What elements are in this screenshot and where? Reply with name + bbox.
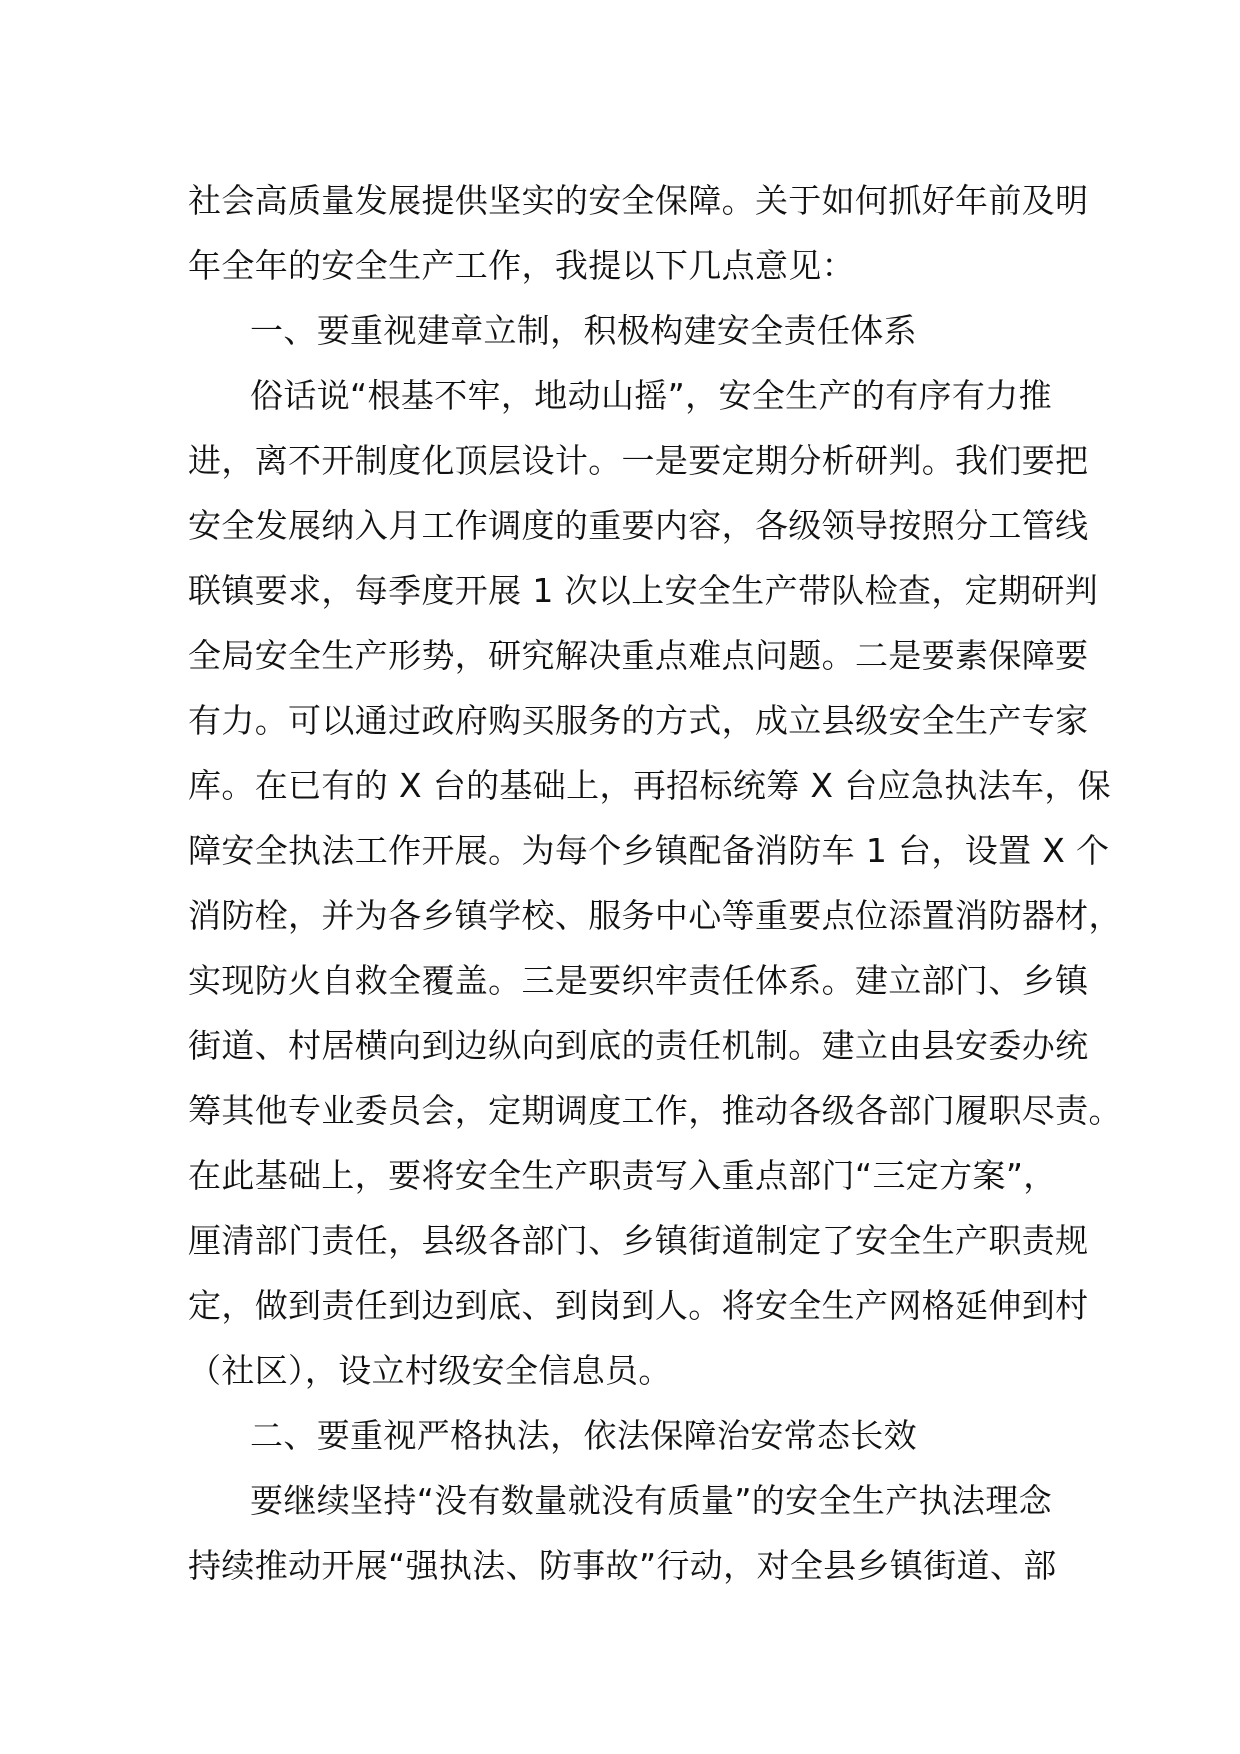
text-line: 社会高质量发展提供坚实的安全保障。关于如何抓好年前及明 [188, 181, 1089, 220]
text-line: （社区），设立村级安全信息员。 [188, 1351, 672, 1390]
text-line: 要继续坚持“没有数量就没有质量”的安全生产执法理念 [250, 1481, 1052, 1520]
text-line: 障安全执法工作开展。为每个乡镇配备消防车 1 台，设置 X 个 [188, 831, 1110, 870]
text-line: 厘清部门责任，县级各部门、乡镇街道制定了安全生产职责规 [188, 1221, 1089, 1260]
text-line: 实现防火自救全覆盖。三是要织牢责任体系。建立部门、乡镇 [188, 961, 1089, 1000]
text-line: 年全年的安全生产工作，我提以下几点意见： [188, 246, 855, 285]
text-line: 一、要重视建章立制，积极构建安全责任体系 [250, 311, 917, 350]
text-line: 定，做到责任到边到底、到岗到人。将安全生产网格延伸到村 [188, 1286, 1089, 1325]
text-line: 联镇要求，每季度开展 1 次以上安全生产带队检查，定期研判 [188, 571, 1099, 610]
text-line: 俗话说“根基不牢，地动山摇”，安全生产的有序有力推 [250, 376, 1052, 415]
text-line: 街道、村居横向到边纵向到底的责任机制。建立由县安委办统 [188, 1026, 1089, 1065]
text-line: 有力。可以通过政府购买服务的方式，成立县级安全生产专家 [188, 701, 1089, 740]
text-line: 库。在已有的 X 台的基础上，再招标统筹 X 台应急执法车，保 [188, 766, 1112, 805]
text-line: 全局安全生产形势，研究解决重点难点问题。二是要素保障要 [188, 636, 1089, 675]
document-body [188, 168, 1122, 1598]
text-line: 筹其他专业委员会，定期调度工作，推动各级各部门履职尽责。 [188, 1091, 1122, 1130]
text-line: 二、要重视严格执法，依法保障治安常态长效 [250, 1416, 917, 1455]
text-line: 消防栓，并为各乡镇学校、服务中心等重要点位添置消防器材， [188, 896, 1122, 935]
text-line: 持续推动开展“强执法、防事故”行动，对全县乡镇街道、部 [188, 1546, 1057, 1585]
text-line: 安全发展纳入月工作调度的重要内容，各级领导按照分工管线 [188, 506, 1089, 545]
text-line: 进，离不开制度化顶层设计。一是要定期分析研判。我们要把 [188, 441, 1089, 480]
text-line: 在此基础上，要将安全生产职责写入重点部门“三定方案”， [188, 1156, 1057, 1195]
